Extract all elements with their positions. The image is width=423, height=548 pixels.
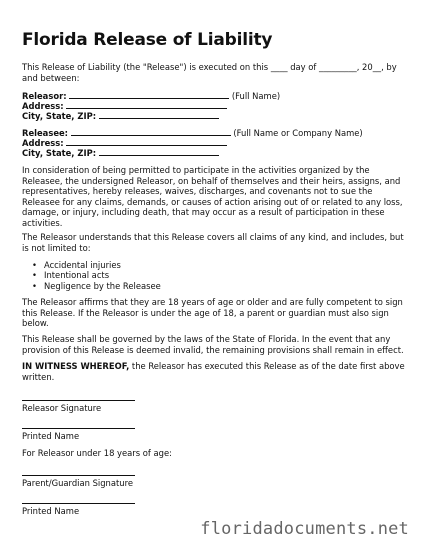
list-item: • Negligence by the Releasee <box>32 281 161 291</box>
witness-text: the Releasor has executed this Release as of the date first above written. <box>22 361 405 382</box>
document-title: Florida Release of Liability <box>22 30 273 50</box>
releasee-address-line <box>66 137 227 146</box>
releasor-city-label: City, State, ZIP: <box>22 111 97 121</box>
printed-name-line-2 <box>22 503 135 504</box>
releasor-name-hint: (Full Name) <box>231 91 281 101</box>
age-paragraph: The Releasor affirms that they are 18 years of age or older and are fully competent to sign this Release. If the Releasor is under the age of 18, a parent or guardian must also sign below. <box>22 297 403 329</box>
releasee-name-line <box>71 127 231 136</box>
releasor-signature-label: Releasor Signature <box>22 403 102 413</box>
releasee-address-label: Address: <box>22 138 64 148</box>
minor-section-label: For Releasor under 18 years of age: <box>22 448 172 458</box>
site-watermark: floridadocuments.net <box>200 519 409 539</box>
guardian-signature-label: Parent/Guardian Signature <box>22 478 134 488</box>
consideration-paragraph: In consideration of being permitted to participate in the activities organized by the Releasee, the undersigned Releasor, on behalf of themselves and their heirs, assigns, and representatives, hereby releases, waives, discharges, and covenants not to sue the Releasee for any claims, demands, or causes of action arising out of or related to any loss, damage, or injury, including death, that may occur as a result of participation in these activities. <box>22 165 403 228</box>
releasee-city-field <box>22 147 219 158</box>
claims-list <box>32 260 161 291</box>
witness-paragraph <box>22 361 406 382</box>
releasor-city-field <box>22 110 219 121</box>
governing-law-paragraph: This Release shall be governed by the laws of the State of Florida. In the event that any provision of this Release is deemed invalid, the remaining provisions shall remain in effect. <box>22 334 404 355</box>
intro-paragraph: This Release of Liability (the "Release") is executed on this ____ day of _________, 20__, by and between: <box>22 62 397 83</box>
releasor-label: Releasor: <box>22 91 67 101</box>
list-item: • Intentional acts <box>32 270 161 280</box>
releasee-city-label: City, State, ZIP: <box>22 148 97 158</box>
releasor-name-line <box>69 90 229 99</box>
list-item: • Accidental injuries <box>32 260 161 270</box>
releasee-city-line <box>99 147 219 156</box>
printed-name-line-1 <box>22 428 135 429</box>
understands-paragraph: The Releasor understands that this Release covers all claims of any kind, and includes, but is not limited to: <box>22 232 404 253</box>
releasee-name-hint: (Full Name or Company Name) <box>233 128 363 138</box>
printed-name-label-1: Printed Name <box>22 431 80 441</box>
witness-heading: IN WITNESS WHEREOF, <box>22 361 130 371</box>
guardian-signature-line <box>22 475 135 476</box>
releasor-signature-line <box>22 400 135 401</box>
releasor-city-line <box>99 110 219 119</box>
releasor-address-label: Address: <box>22 101 64 111</box>
releasee-label: Releasee: <box>22 128 69 138</box>
printed-name-label-2: Printed Name <box>22 506 80 516</box>
releasor-address-line <box>66 100 227 109</box>
